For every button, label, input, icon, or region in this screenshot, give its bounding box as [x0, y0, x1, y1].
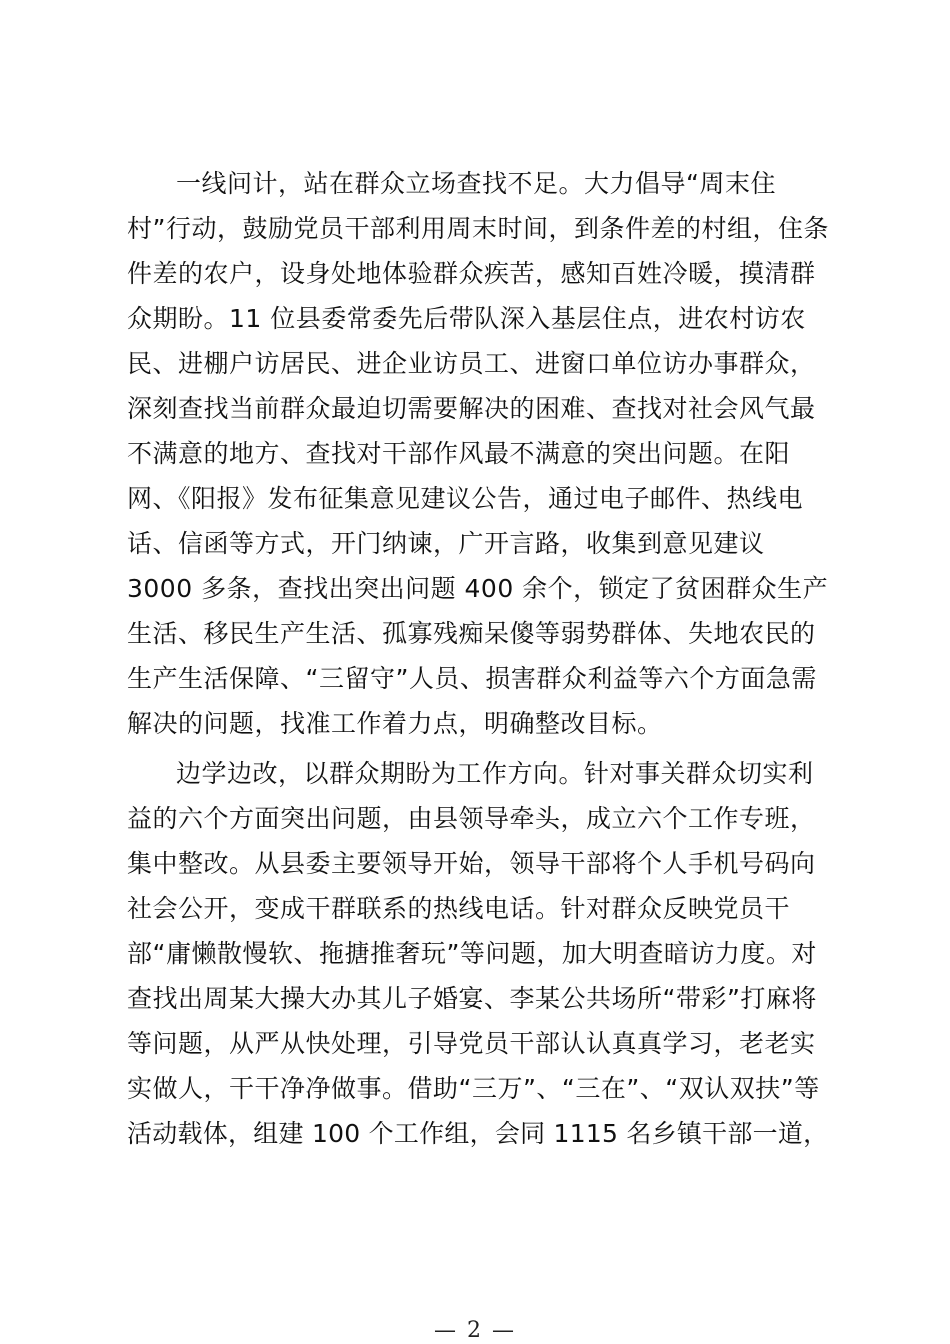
paragraph-2-line-7: 等问题，从严从快处理，引导党员干部认认真真学习，老老实 — [127, 1029, 816, 1058]
paragraph-2-line-2: 益的六个方面突出问题，由县领导牵头，成立六个工作专班， — [127, 804, 816, 833]
paragraph-2-line-3: 集中整改。从县委主要领导开始，领导干部将个人手机号码向 — [127, 849, 816, 878]
paragraph-1-line-13: 解决的问题，找准工作着力点，明确整改目标。 — [127, 709, 663, 738]
paragraph-1-line-1: 一线问计，站在群众立场查找不足。大力倡导“周末住 — [176, 169, 776, 198]
paragraph-1-line-11: 生活、移民生产生活、孤寡残痴呆傻等弱势群体、失地农民的 — [127, 619, 816, 648]
paragraph-2-line-1: 边学边改，以群众期盼为工作方向。针对事关群众切实利 — [176, 759, 814, 788]
paragraph-2-line-4: 社会公开，变成干群联系的热线电话。针对群众反映党员干 — [127, 894, 791, 923]
paragraph-1-line-8: 网、《阳报》发布征集意见建议公告，通过电子邮件、热线电 — [127, 484, 804, 513]
paragraph-1-line-6: 深刻查找当前群众最迫切需要解决的困难、查找对社会风气最 — [127, 394, 816, 423]
paragraph-1-line-9: 话、信函等方式，开门纳谏，广开言路，收集到意见建议 — [127, 529, 765, 558]
paragraph-1-line-5: 民、进棚户访居民、进企业访员工、进窗口单位访办事群众， — [127, 349, 816, 378]
paragraph-2-line-9: 活动载体，组建 100 个工作组，会同 1115 名乡镇干部一道， — [127, 1119, 829, 1148]
paragraph-2-line-5: 部“庸懒散慢软、拖搪推奢玩”等问题，加大明查暗访力度。对 — [127, 939, 817, 968]
paragraph-1-line-4: 众期盼。11 位县委常委先后带队深入基层住点，进农村访农 — [127, 304, 806, 333]
page-number: — 2 — — [434, 1318, 516, 1343]
paragraph-1-line-2: 村”行动，鼓励党员干部利用周末时间，到条件差的村组，住条 — [127, 214, 829, 243]
paragraph-1-line-7: 不满意的地方、查找对干部作风最不满意的突出问题。在阳 — [127, 439, 791, 468]
paragraph-1-line-10: 3000 多条，查找出突出问题 400 余个，锁定了贫困群众生产 — [127, 574, 829, 603]
paragraph-1-line-12: 生产生活保障、“三留守”人员、损害群众利益等六个方面急需 — [127, 664, 817, 693]
paragraph-1-line-3: 件差的农户，设身处地体验群众疾苦，感知百姓冷暖，摸清群 — [127, 259, 816, 288]
paragraph-2-line-8: 实做人，干干净净做事。借助“三万”、“三在”、“双认双扶”等 — [127, 1074, 820, 1103]
paragraph-2-line-6: 查找出周某大操大办其儿子婚宴、李某公共场所“带彩”打麻将 — [127, 984, 817, 1013]
